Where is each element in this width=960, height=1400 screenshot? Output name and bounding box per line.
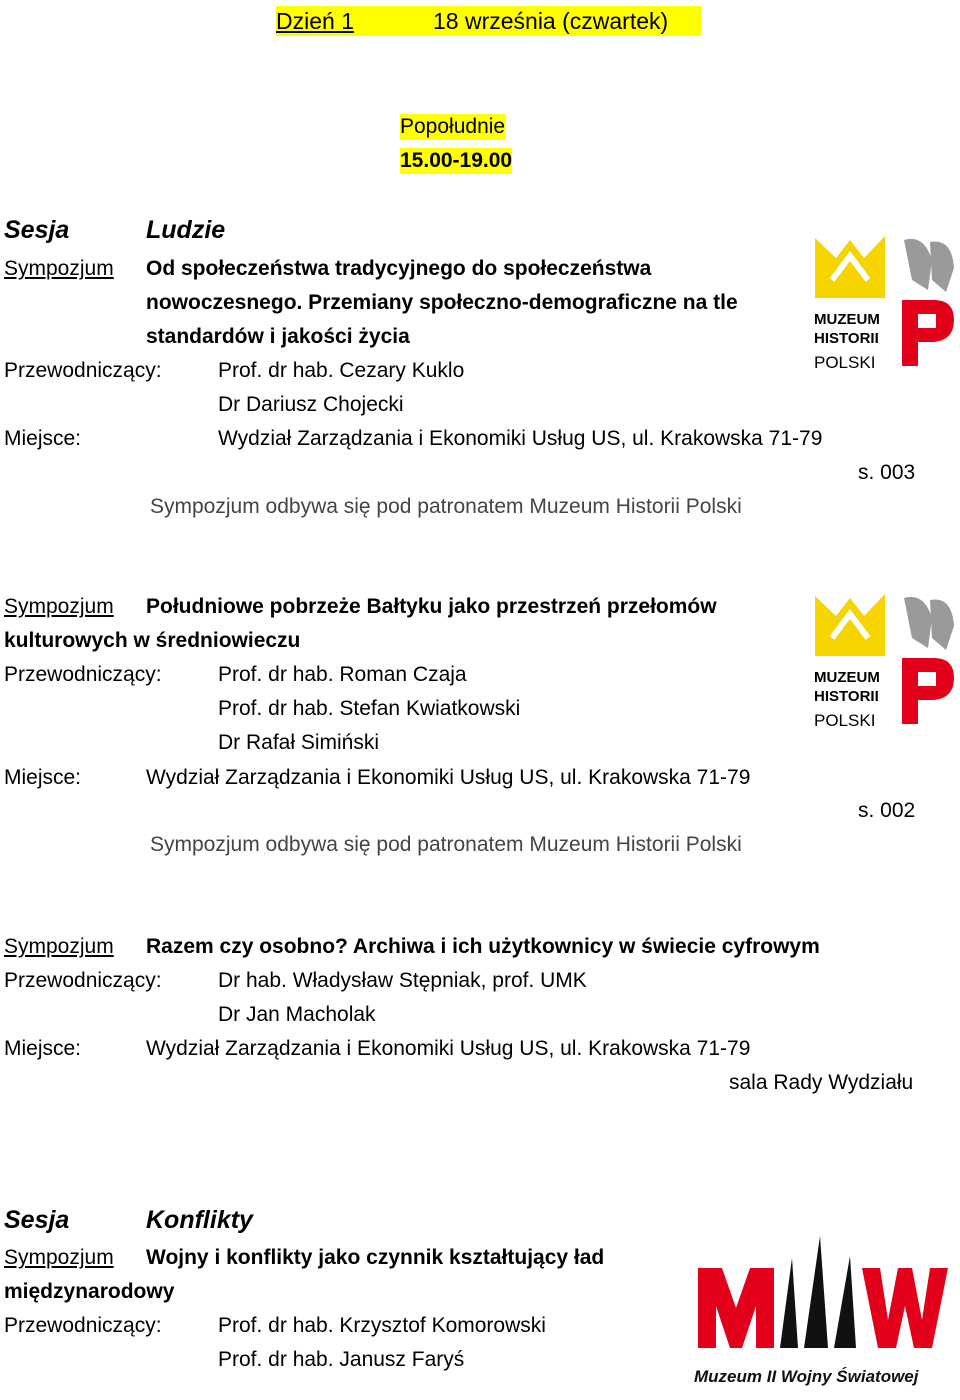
symposium-title: Razem czy osobno? Archiwa i ich użytkownicy w świecie cyfrowym xyxy=(146,935,820,958)
chair-name: Prof. dr hab. Roman Czaja xyxy=(218,663,467,686)
chair-name: Dr hab. Władysław Stępniak, prof. UMK xyxy=(218,969,587,992)
logo-line: MUZEUM xyxy=(814,669,880,686)
symposium-title-line: Wojny i konflikty jako czynnik kształtujący ład xyxy=(146,1246,605,1269)
patronage-note: Sympozjum odbywa się pod patronatem Muzeum Historii Polski xyxy=(150,495,742,518)
chairs-label: Przewodniczący: xyxy=(4,663,162,686)
symposium-label: Sympozjum xyxy=(4,595,114,618)
chair-name: Prof. dr hab. Stefan Kwiatkowski xyxy=(218,697,521,720)
symposium-title-line: standardów i jakości życia xyxy=(146,325,410,348)
crown-mark xyxy=(815,236,885,298)
room: s. 002 xyxy=(858,799,916,822)
muzeum-historii-polski-logo xyxy=(812,234,957,374)
logo-line: MUZEUM xyxy=(814,311,880,328)
session-label: Sesja xyxy=(4,1206,70,1234)
logo-line: HISTORII xyxy=(814,688,879,705)
chair-name: Dr Dariusz Chojecki xyxy=(218,393,404,416)
place-label: Miejsce: xyxy=(4,427,82,450)
p-mark xyxy=(902,658,954,724)
session-title: Ludzie xyxy=(146,216,226,244)
symposium-title-line: Od społeczeństwa tradycyjnego do społeczeństwa xyxy=(146,257,652,280)
muzeum-ii-wojny-swiatowej-logo xyxy=(680,1228,958,1396)
part-of-day: Popołudnie xyxy=(400,115,506,138)
place-label: Miejsce: xyxy=(4,766,82,789)
logo-line: POLSKI xyxy=(814,711,876,730)
logo-line: POLSKI xyxy=(814,353,876,372)
session-title: Konflikty xyxy=(146,1206,253,1234)
wings-mark xyxy=(904,239,954,292)
date-label: 18 września (czwartek) xyxy=(433,8,669,34)
p-mark xyxy=(902,300,954,366)
chair-name: Prof. dr hab. Krzysztof Komorowski xyxy=(218,1314,546,1337)
day-heading xyxy=(276,6,701,36)
room: sala Rady Wydziału xyxy=(729,1071,914,1094)
day-label: Dzień 1 xyxy=(276,8,354,34)
crown-mark xyxy=(815,594,885,656)
chairs-label: Przewodniczący: xyxy=(4,359,162,382)
place: Wydział Zarządzania i Ekonomiki Usług US, ul. Krakowska 71-79 xyxy=(146,1037,751,1060)
chair-name: Prof. dr hab. Cezary Kuklo xyxy=(218,359,465,382)
logo-line: HISTORII xyxy=(814,330,879,347)
muzeum-historii-polski-logo xyxy=(812,592,957,732)
symposium-title-line: nowoczesnego. Przemiany społeczno-demograficzne na tle xyxy=(146,291,738,314)
chair-name: Dr Rafał Simiński xyxy=(218,731,380,754)
wings-mark xyxy=(904,597,954,650)
symposium-title-line: Południowe pobrzeże Bałtyku jako przestrzeń przełomów xyxy=(146,595,717,618)
hours: 15.00-19.00 xyxy=(400,149,513,172)
symposium-label: Sympozjum xyxy=(4,257,114,280)
chair-name: Prof. dr hab. Janusz Faryś xyxy=(218,1348,465,1371)
place-label: Miejsce: xyxy=(4,1037,82,1060)
symposium-title-line: międzynarodowy xyxy=(4,1280,175,1303)
chairs-label: Przewodniczący: xyxy=(4,1314,162,1337)
symposium-label: Sympozjum xyxy=(4,935,114,958)
symposium-label: Sympozjum xyxy=(4,1246,114,1269)
chair-name: Dr Jan Macholak xyxy=(218,1003,376,1026)
chairs-label: Przewodniczący: xyxy=(4,969,162,992)
room: s. 003 xyxy=(858,461,916,484)
session-label: Sesja xyxy=(4,216,70,244)
place: Wydział Zarządzania i Ekonomiki Usług US, ul. Krakowska 71-79 xyxy=(146,766,751,789)
symposium-title-line: kulturowych w średniowieczu xyxy=(4,629,301,652)
patronage-note: Sympozjum odbywa się pod patronatem Muzeum Historii Polski xyxy=(150,833,742,856)
mw-letters-mark xyxy=(698,1236,948,1348)
place: Wydział Zarządzania i Ekonomiki Usług US, ul. Krakowska 71-79 xyxy=(218,427,823,450)
m2ws-caption: Muzeum II Wojny Światowej xyxy=(694,1367,919,1386)
